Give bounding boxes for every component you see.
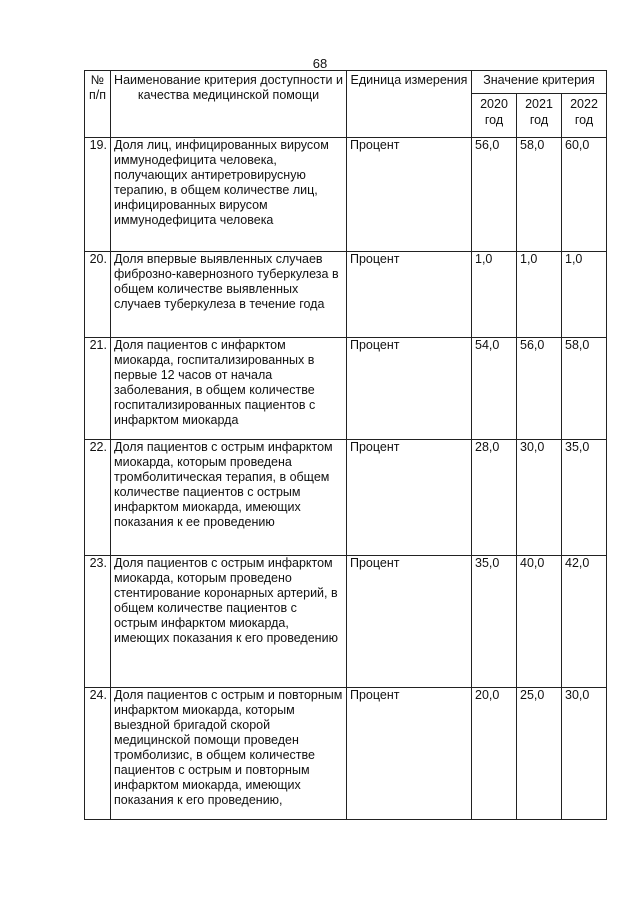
- value-2021: 30,0: [517, 440, 562, 556]
- value-2021: 1,0: [517, 252, 562, 338]
- criterion-name: Доля лиц, инфицированных вирусом иммунодефицита человека, получающих антиретровирусную терапию, в общем количестве лиц, инфицированных вирусом иммунодефицита человека: [111, 138, 347, 252]
- unit-cell: Процент: [347, 138, 472, 252]
- value-2022: 58,0: [562, 338, 607, 440]
- value-2020: 1,0: [472, 252, 517, 338]
- unit-cell: Процент: [347, 252, 472, 338]
- value-2020: 54,0: [472, 338, 517, 440]
- value-2022: 60,0: [562, 138, 607, 252]
- value-2020: 28,0: [472, 440, 517, 556]
- table-row: [85, 688, 607, 820]
- table-row: [85, 252, 607, 338]
- unit-cell: Процент: [347, 556, 472, 688]
- header-value: Значение критерия: [472, 71, 607, 94]
- value-2021: 56,0: [517, 338, 562, 440]
- criterion-name: Доля пациентов с инфарктом миокарда, госпитализированных в первые 12 часов от начала заболевания, в общем количестве госпитализированных пациентов с инфарктом миокарда: [111, 338, 347, 440]
- value-2021: 25,0: [517, 688, 562, 820]
- header-year-2021: 2021 год: [517, 94, 562, 138]
- row-number: 23.: [85, 556, 111, 688]
- criterion-name: Доля впервые выявленных случаев фиброзно-кавернозного туберкулеза в общем количестве выявленных случаев туберкулеза в течение года: [111, 252, 347, 338]
- header-year-2022: 2022 год: [562, 94, 607, 138]
- page-number: 68: [312, 56, 328, 71]
- criterion-name: Доля пациентов с острым и повторным инфарктом миокарда, которым выездной бригадой скорой медицинской помощи проведен тромболизис, в общем количестве пациентов с острым и повторным инфарктом миокарда, имеющих показания к его проведению,: [111, 688, 347, 820]
- value-2020: 20,0: [472, 688, 517, 820]
- row-number: 22.: [85, 440, 111, 556]
- value-2022: 1,0: [562, 252, 607, 338]
- criteria-table: [84, 70, 607, 820]
- unit-cell: Процент: [347, 440, 472, 556]
- row-number: 20.: [85, 252, 111, 338]
- table-row: [85, 556, 607, 688]
- table-row: [85, 338, 607, 440]
- unit-cell: Процент: [347, 338, 472, 440]
- row-number: 21.: [85, 338, 111, 440]
- table-row: [85, 138, 607, 252]
- value-2020: 56,0: [472, 138, 517, 252]
- header-name: Наименование критерия доступности и качества медицинской помощи: [111, 71, 347, 138]
- value-2022: 42,0: [562, 556, 607, 688]
- table-row: [85, 440, 607, 556]
- header-unit: Единица измерения: [347, 71, 472, 138]
- row-number: 19.: [85, 138, 111, 252]
- criterion-name: Доля пациентов с острым инфарктом миокарда, которым проведена тромболитическая терапия, в общем количестве пациентов с острым инфарктом миокарда, имеющих показания к ее проведению: [111, 440, 347, 556]
- header-year-2020: 2020 год: [472, 94, 517, 138]
- header-row: [85, 71, 607, 94]
- value-2021: 40,0: [517, 556, 562, 688]
- value-2022: 30,0: [562, 688, 607, 820]
- row-number: 24.: [85, 688, 111, 820]
- criterion-name: Доля пациентов с острым инфарктом миокарда, которым проведено стентирование коронарных артерий, в общем количестве пациентов с острым инфарктом миокарда, имеющих показания к его проведению: [111, 556, 347, 688]
- value-2020: 35,0: [472, 556, 517, 688]
- unit-cell: Процент: [347, 688, 472, 820]
- header-num: № п/п: [85, 71, 111, 138]
- value-2022: 35,0: [562, 440, 607, 556]
- value-2021: 58,0: [517, 138, 562, 252]
